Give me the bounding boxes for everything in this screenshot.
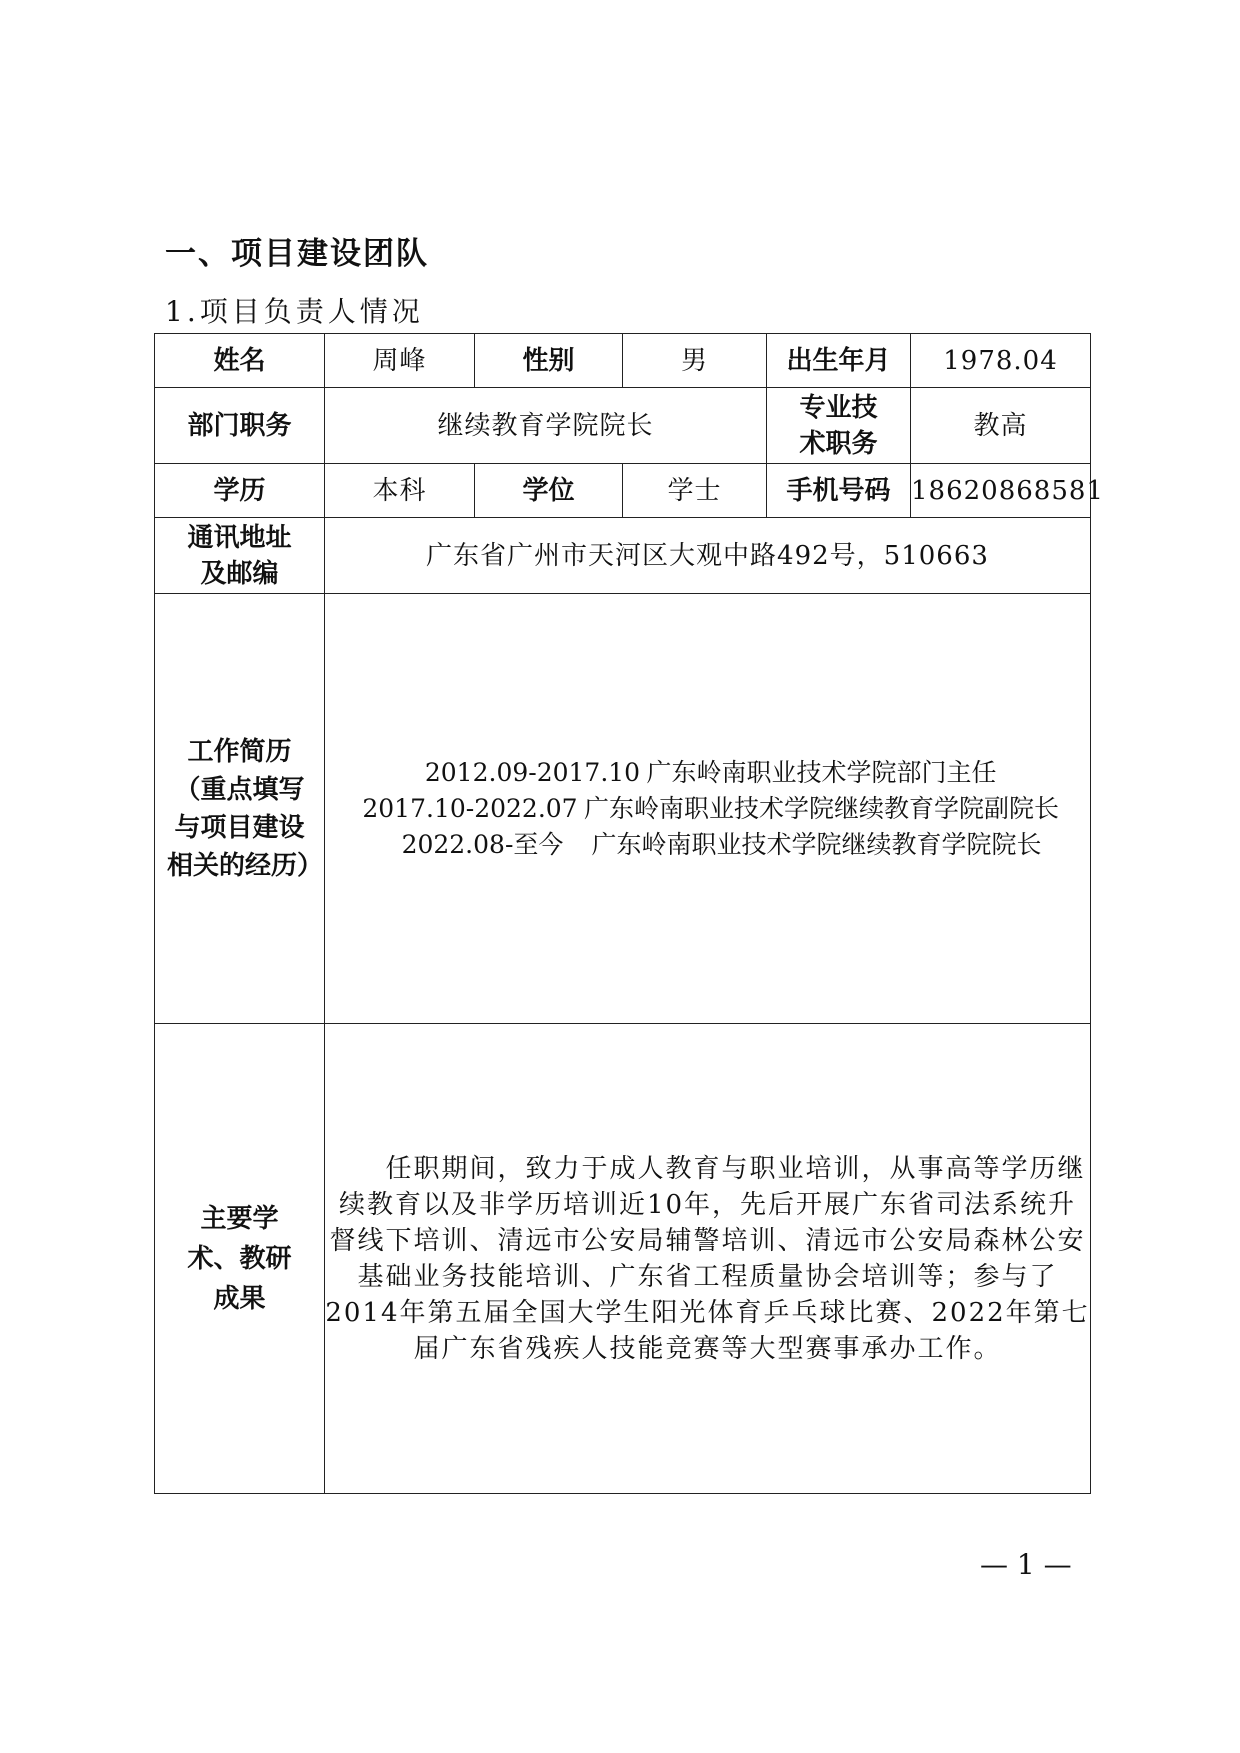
education-label: 学历 [155, 464, 325, 518]
gender-value: 男 [623, 334, 767, 388]
section-heading: 一、项目建设团队 [165, 236, 429, 272]
table-row [155, 464, 1091, 518]
name-label: 姓名 [155, 334, 325, 388]
sub-heading: 1.项目负责人情况 [165, 295, 424, 328]
name-value: 周峰 [325, 334, 475, 388]
table-row [155, 594, 1091, 1024]
education-value: 本科 [325, 464, 475, 518]
dept-position-value: 继续教育学院院长 [325, 388, 767, 464]
achievements-label: 主要学术、教研成果 [155, 1024, 325, 1494]
table-row [155, 1024, 1091, 1494]
phone-label: 手机号码 [767, 464, 911, 518]
phone-value: 18620868581 [911, 464, 1091, 518]
history-entry [325, 791, 1090, 827]
history-period: 2012.09-2017.10 [424, 757, 641, 787]
tech-title-label: 专业技术职务 [767, 388, 911, 464]
table-row [155, 388, 1091, 464]
history-period: 2017.10-2022.07 [362, 793, 578, 823]
degree-value: 学士 [623, 464, 767, 518]
table-row [155, 518, 1091, 594]
history-desc: 广东岭南职业技术学院继续教育学院院长 [591, 829, 1042, 859]
table-row [155, 334, 1091, 388]
page-number: — 1 — [980, 1548, 1072, 1581]
address-value: 广东省广州市天河区大观中路492号，510663 [325, 518, 1091, 594]
gender-label: 性别 [475, 334, 623, 388]
history-desc: 广东岭南职业技术学院继续教育学院副院长 [583, 793, 1059, 823]
work-history-cell [325, 594, 1091, 1024]
address-label: 通讯地址及邮编 [155, 518, 325, 594]
history-desc: 广东岭南职业技术学院部门主任 [646, 757, 997, 787]
leader-info-table [154, 333, 1104, 1494]
history-period: 2022.08-至今 [401, 829, 564, 859]
birth-label: 出生年月 [767, 334, 911, 388]
history-entry [325, 827, 1090, 863]
degree-label: 学位 [475, 464, 623, 518]
birth-value: 1978.04 [911, 334, 1091, 388]
work-history-label: 工作简历（重点填写与项目建设相关的经历） [155, 594, 325, 1024]
history-entry [325, 755, 1090, 791]
achievements-text: 任职期间，致力于成人教育与职业培训，从事高等学历继续教育以及非学历培训近10年，先后开展广东省司法系统升督线下培训、清远市公安局辅警培训、清远市公安局森林公安基础业务技能培训、广东省工程质量协会培训等；参与了2014年第五届全国大学生阳光体育乒乓球比赛、2022年第七届广东省残疾人技能竞赛等大型赛事承办工作。 [325, 1024, 1091, 1494]
dept-position-label: 部门职务 [155, 388, 325, 464]
tech-title-value: 教高 [911, 388, 1091, 464]
